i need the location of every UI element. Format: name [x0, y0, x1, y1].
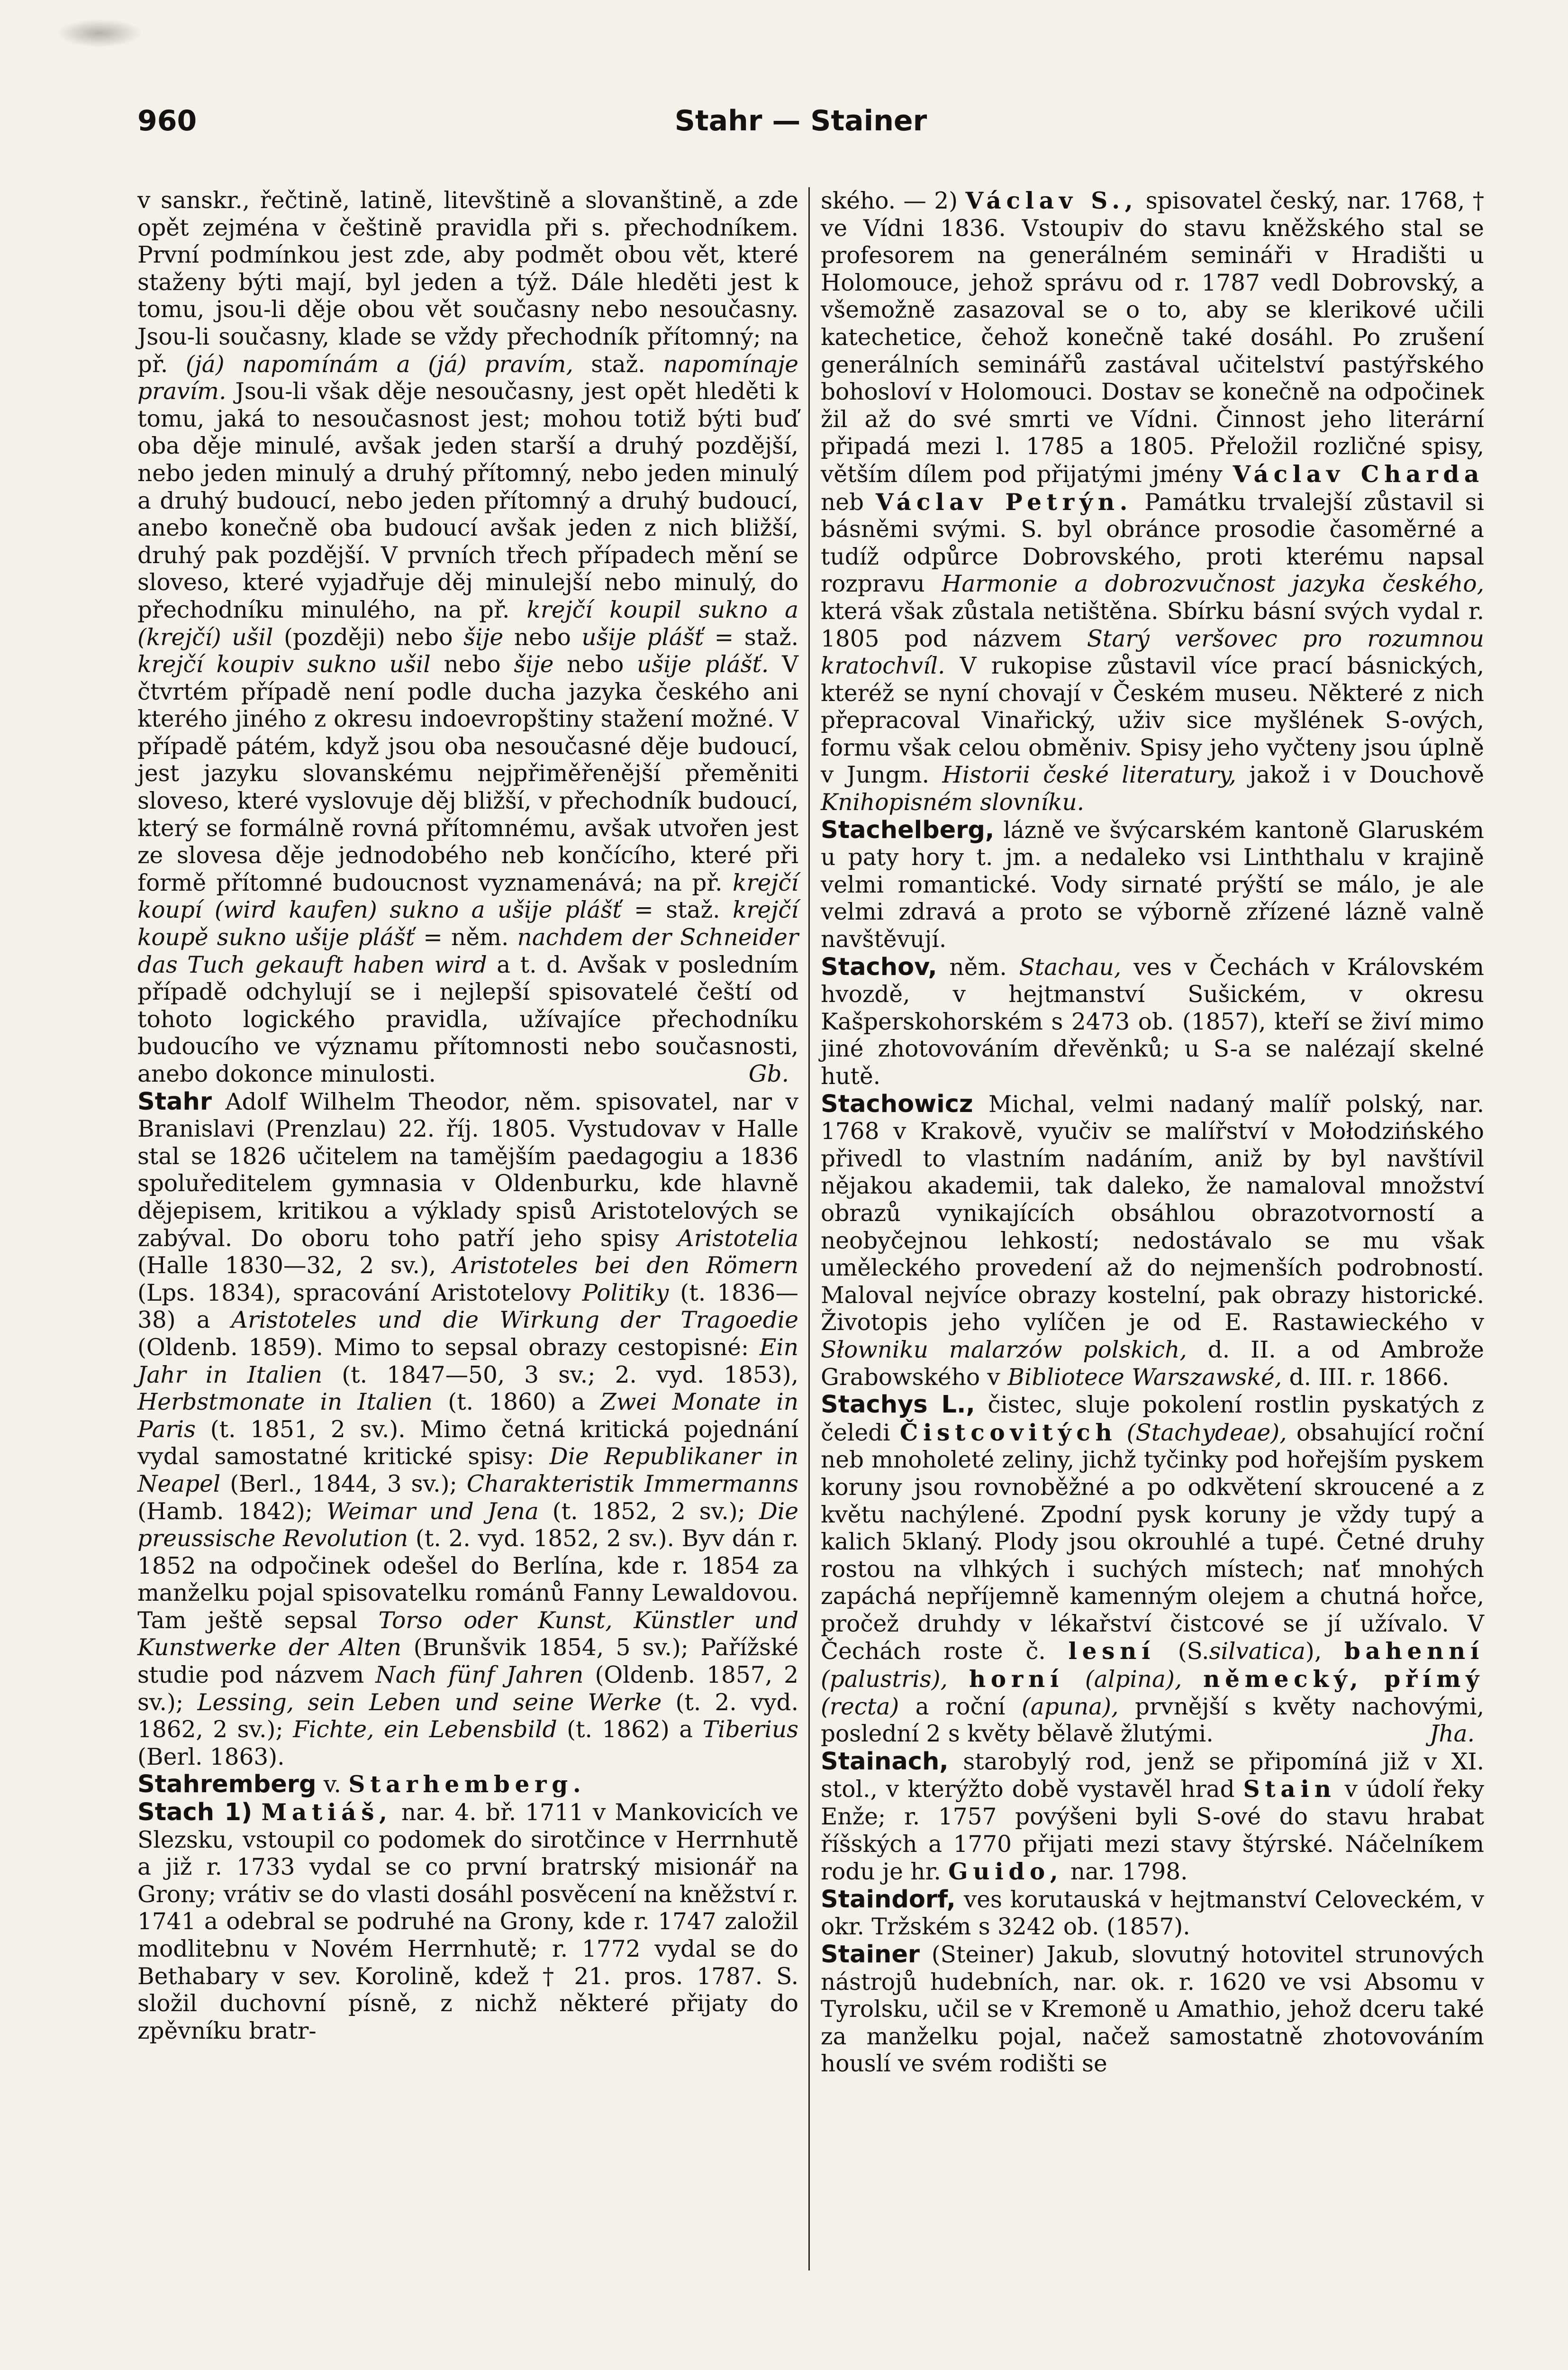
headword: Staindorf, — [821, 1885, 956, 1914]
headword: Stachov, — [821, 953, 937, 981]
entry-stachelberg: Stachelberg, lázně ve švýcarském kantoně Glaruském u paty hory t. jm. a nedaleko vsi Linththalu v krajině velmi romantické. Vody sirnaté prýští se málo, je ale velmi zdravá a proto se výborně zřízené lázně valně navštěvují. — [821, 816, 1484, 953]
entry-stachov: Stachov, něm. Stachau, ves v Čechách v Královském hvozdě, v hejtmanství Sušickém, v okresu Kašperskohorském s 2473 ob. (1857), kteří se živí mimo jiné zhotovováním dřevěnků; u S-a se nalézají skelné hutě. — [821, 953, 1485, 1090]
entry-stachys: Stachys L., čistec, sluje pokolení rostlin pyskatých z čeledi Čistcovitých (Stachydeae), obsahující roční neb mnoholeté zeliny, jichž tyčinky pod hořejším pyskem koruny jsou rovnoběžné a po odkvětení skroucené a z květu nachýlené. Zpodní pysk koruny je vždy tupý a kalich 5klaný. Plody jsou okrouhlé a tupé. Četné druhy rostou na vlhkých i suchých místech; nať mnohých zapáchá nepříjemně kamenným olejem a chutná hořce, pročež druhdy v lékařství čistcové se jí užívalo. V Čechách roste č. lesní (S.silvatica), bahenní (palustris), horní (alpina), německý, přímý (recta) a roční (apuna), prvnější s květy nachovými, poslední 2 s květy bělavě žlutými. Jha. — [821, 1391, 1485, 1748]
author-signature: Gb. — [748, 1061, 789, 1087]
page-number: 960 — [137, 104, 197, 137]
headword: Stach 1) — [137, 1798, 253, 1827]
entry-staindorf: Staindorf, ves korutauská v hejtmanství Celoveckém, v okr. Tržském s 3242 ob. (1857). — [821, 1885, 1485, 1941]
headword: Stahr — [137, 1087, 212, 1116]
entry-stainach: Stainach, starobylý rod, jenž se připomíná již v XI. stol., v kterýžto době vystavěl hrad Stain v údolí řeky Enže; r. 1757 povýšeni byli S-ové do stavu hrabat říšských a 1770 přijati mezi stavy štýrské. Náčelníkem rodu je hr. Guido, nar. 1798. — [821, 1747, 1484, 1886]
scan-smudge — [57, 19, 142, 47]
headword: Stachelberg, — [821, 816, 995, 844]
author-signature: Jha. — [1429, 1721, 1475, 1748]
entry-stainer: Stainer (Steiner) Jakub, slovutný hotovitel strunových nástrojů hudebních, nar. ok. r. 1620 ve vsi Absomu v Tyrolsku, učil se v Kremoně u Amathio, jehož dceru také za manželku pojal, načež samostatně zhotovováním houslí ve svém rodišti se — [821, 1941, 1485, 2078]
column-divider — [808, 187, 810, 2270]
entry-stach-2: ského. — 2) Václav S., spisovatel český, nar. 1768, † ve Vídni 1836. Vstoupiv do stavu kněžského stal se profesorem na generálném semináři v Hradišti u Holomouce, jehož správu od r. 1787 vedl Dobrovský, a všemožně zasazoval se o to, aby se klerikové učili katechetice, čehož konečně také dosáhl. Po zrušení generálních seminářů zastával učitelství pastýřského bohosloví v Holomouci. Dostav se konečně na odpočinek žil až do své smrti ve Vídni. Činnost jeho literární připadá mezi l. 1785 a 1805. Přeložil rozličné spisy, větším dílem pod přijatými jmény Václav Charda neb Václav Petrýn. Památku trvalejší zůstavil si básněmi svými. S. byl obránce prosodie časoměrné a tudíž odpůrce Dobrovského, proti kterému napsal rozpravu Harmonie a dobrozvučnost jazyka českého, která však zůstala netištěna. Sbírku básní svých vydal r. 1805 pod názvem Starý veršovec pro rozumnou kratochvíl. V rukopise zůstavil více prací básnických, kteréž se nyní chovají v Českém museu. Některé z nich přepracoval Vinařický, uživ sice myšlének S-ových, formu však celou obměniv. Spisy jeho vyčteny jsou úplně v Jungm. Historii české literatury, jakož i v Douchově Knihopisném slovníku. — [821, 187, 1485, 816]
headword: Stahremberg — [137, 1770, 317, 1799]
cross-reference[interactable]: Starhemberg. — [348, 1771, 586, 1798]
entry-stachowicz: Stachowicz Michal, velmi nadaný malíř polský, nar. 1768 v Krakově, vyučiv se malířství v Mołodzińského přivedl to vlastním nadáním, aniž by byl navštívil nějakou akademii, tak daleko, že namaloval množství obrazů vynikajících obsáhlou obrazotvorností a neobyčejnou lehkostí; nedostávalo se mu však uměleckého provedení až do nejmenších podrobností. Maloval nejvíce obrazy kostelní, pak obrazy historické. Životopis jeho vylíčen je od E. Rastawieckého v Słowniku malarzów polskich, d. II. a od Ambrože Grabowského v Bibliotece Warszawské, d. III. r. 1866. — [821, 1090, 1484, 1391]
left-column — [137, 187, 798, 2045]
entry-stach: Stach 1) Matiáš, nar. 4. bř. 1711 v Mankovicích ve Slezsku, vstoupil co podomek do sirotčince v Herrnhutě a již r. 1733 vydal se co první bratrský misionář na Grony; vrátiv se do vlasti dosáhl posvěcení na kněžství r. 1741 a odebral se podruhé na Grony, kde r. 1747 založil modlitebnu v Novém Herrnhutě; r. 1772 vydal se do Bethabary v sev. Korolině, kdež † 21. pros. 1787. S. složil duchovní písně, z nichž některé přijaty do zpěvníku bratr- — [137, 1798, 798, 2044]
entry-stahremberg: Stahremberg v. Starhemberg. — [137, 1770, 586, 1799]
page-header — [137, 104, 1464, 161]
entry-stahr: Stahr Adolf Wilhelm Theodor, něm. spisovatel, nar v Branislavi (Prenzlau) 22. říj. 1805. Vystudovav v Halle stal se 1826 učitelem na tamějším paedagogiu a 1836 spoluředitelem gymnasia v Oldenburku, kde hlavně dějepisem, kritikou a výklady spisů Aristotelových se zabýval. Do oboru toho patří jeho spisy Aristotelia (Halle 1830—32, 2 sv.), Aristoteles bei den Römern (Lps. 1834), spracování Aristotelovy Politiky (t. 1836—38) a Aristoteles und die Wirkung der Tragoedie (Oldenb. 1859). Mimo to sepsal obrazy cestopisné: Ein Jahr in Italien (t. 1847—50, 3 sv.; 2. vyd. 1853), Herbstmonate in Italien (t. 1860) a Zwei Monate in Paris (t. 1851, 2 sv.). Mimo četná kritická pojednání vydal samostatné kritické spisy: Die Republikaner in Neapel (Berl., 1844, 3 sv.); Charakteristik Immermanns (Hamb. 1842); Weimar und Jena (t. 1852, 2 sv.); Die preussische Revolution (t. 2. vyd. 1852, 2 sv.). Byv dán r. 1852 na odpočinek odešel do Berlína, kde r. 1854 za manželku pojal spisovatelku románů Fanny Lewaldovou. Tam ještě sepsal Torso oder Kunst, Künstler und Kunstwerke der Alten (Brunšvik 1854, 5 sv.); Pařížské studie pod názvem Nach fünf Jahren (Oldenb. 1857, 2 sv.); Lessing, sein Leben und seine Werke (t. 2. vyd. 1862, 2 sv.); Fichte, ein Lebensbild (t. 1862) a Tiberius (Berl. 1863). — [137, 1087, 799, 1770]
entry-continuation: v sanskr., řečtině, latině, litevštině a slovanštině, a zde opět zejména v češtině pravidla při s. přechodníkem. První podmínkou jest zde, aby podmět obou vět, které staženy býti mají, byl jeden a týž. Dále hleděti jest k tomu, jsou-li děje obou vět současny nebo nesoučasny. Jsou-li současny, klade se vždy přechodník přítomný; na př. (já) napomínám a (já) pravím, staž. napomínaje pravím. Jsou-li však děje nesoučasny, jest opět hleděti k tomu, jaká to nesoučasnost jest; mohou totiž býti buď oba děje minulé, avšak jeden starší a druhý pozdější, nebo jeden minulý a druhý přítomný, nebo jeden minulý a druhý budoucí, nebo jeden přítomný a druhý budoucí, anebo konečně oba budoucí avšak jeden z nich bližší, druhý pak pozdější. V prvních třech případech mění se sloveso, které vyjadřuje děj minulejší nebo minulý, do přechodníku minulého, na př. krejčí koupil sukno a (krejčí) ušil (později) nebo šije nebo ušije plášť = staž. krejčí koupiv sukno ušil nebo šije nebo ušije plášť. V čtvrtém případě není podle ducha jazyka českého ani kterého jiného z okresu indoevropštiny stažení možné. V případě pátém, když jsou oba nesoučasné děje budoucí, jest jazyku slovanskému nejpřiměřenější přeměniti sloveso, které vyslovuje děj bližší, v přechodník budoucí, který se formálně rovná přítomnému, avšak utvořen jest ze slovesa děje jednodobého neb končícího, které při formě přítomné budoucnost vyznamenává; na př. krejčí koupí (wird kaufen) sukno a ušije plášť = staž. krejčí koupě sukno ušije plášť = něm. nachdem der Schneider das Tuch gekauft haben wird a t. d. Avšak v posledním případě odchylují se i nejlepší spisovatelé čeští od tohoto logického pravidla, užívajíce přechodníku budoucího ve významu přítomnosti nebo současnosti, anebo dokonce minulosti. Gb. — [137, 187, 799, 1087]
right-column — [821, 187, 1484, 2078]
headword: Stachowicz — [821, 1090, 973, 1118]
headword: Stainach, — [821, 1747, 949, 1776]
headword: Stainer — [821, 1941, 920, 1969]
headword: Stachys L., — [821, 1391, 975, 1419]
running-head: Stahr — Stainer — [674, 104, 927, 137]
